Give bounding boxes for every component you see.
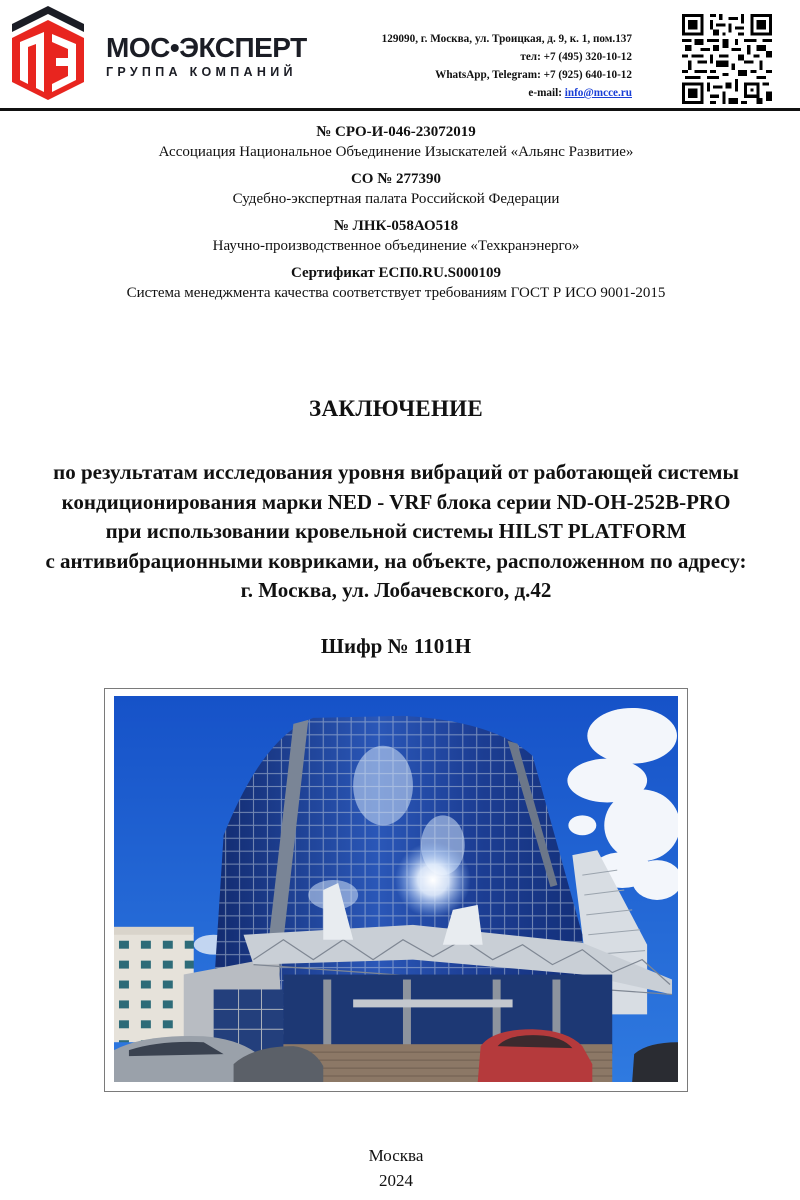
document-cipher: Шифр № 1101Н: [320, 634, 472, 658]
brand-subtitle: ГРУППА КОМПАНИЙ: [106, 65, 297, 79]
subject-line: г. Москва, ул. Лобачевского, д.42: [240, 578, 552, 602]
header-divider: [0, 108, 800, 111]
footer-year: 2024: [379, 1171, 413, 1190]
company-email-line: [382, 84, 632, 102]
company-messengers: WhatsApp, Telegram: +7 (925) 640-10-12: [435, 69, 632, 81]
brand-name: МОС•ЭКСПЕРТ: [106, 32, 307, 63]
accreditation-id: № СРО-И-046-23072019: [316, 124, 476, 140]
accreditations: [0, 122, 792, 310]
accreditation-id: СО № 277390: [350, 171, 442, 187]
accreditation-org: Судебно-экспертная палата Российской Федерации: [232, 191, 560, 207]
accreditation-item: [0, 169, 792, 209]
company-phone: тел: +7 (495) 320-10-12: [520, 51, 632, 63]
accreditation-org: Научно-производственное объединение «Техкранэнерго»: [212, 238, 580, 254]
accreditation-org: Система менеджмента качества соответствует требованиям ГОСТ Р ИСО 9001-2015: [126, 285, 666, 301]
document-title: ЗАКЛЮЧЕНИЕ: [309, 396, 483, 421]
document-subject: [0, 458, 792, 606]
email-label: e-mail:: [528, 87, 565, 99]
building-photo: [114, 696, 678, 1082]
subject-line: с антивибрационными ковриками, на объекте, расположенном по адресу:: [45, 548, 747, 573]
accreditation-item: [0, 216, 792, 256]
mos-expert-hexagon-logo-icon: [8, 2, 88, 102]
accreditation-item: [0, 263, 792, 303]
building-photo-frame: [104, 688, 688, 1092]
accreditation-id: № ЛНК-058АО518: [333, 218, 459, 234]
accreditation-item: [0, 122, 792, 162]
footer-city: Москва: [368, 1146, 424, 1165]
document-footer: [0, 1143, 792, 1193]
accreditation-org: Ассоциация Национальное Объединение Изыскателей «Альянс Развитие»: [158, 144, 634, 160]
brand: [106, 33, 307, 79]
company-address: 129090, г. Москва, ул. Троицкая, д. 9, к. 1, пом.137: [381, 33, 632, 45]
accreditation-id: Сертификат ЕСП0.RU.S000109: [290, 265, 501, 281]
contact-block: [382, 30, 632, 102]
subject-line: кондиционирования марки NED - VRF блока серии ND-OH-252B-PRO: [61, 489, 731, 514]
subject-line: по результатам исследования уровня вибраций от работающей системы: [53, 460, 739, 484]
email-link[interactable]: info@mcce.ru: [564, 87, 632, 99]
letterhead: [0, 0, 800, 112]
subject-line: при использовании кровельной системы HILST PLATFORM: [105, 519, 687, 543]
qr-code-icon[interactable]: [682, 14, 772, 104]
